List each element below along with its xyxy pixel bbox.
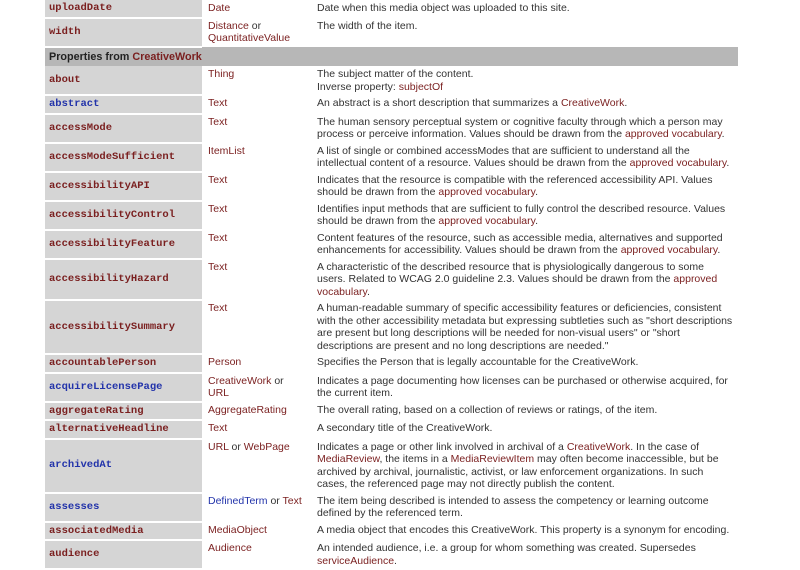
expected-type-cell [202,259,309,301]
property-name-cell [45,540,202,569]
description-text: . [726,157,730,169]
expected-type-cell [202,402,309,421]
description-text: A secondary title of the CreativeWork. [317,422,493,434]
property-name-link[interactable]: accountablePerson [49,357,157,369]
description-text: An intended audience, i.e. a group for whom something was created. Supersedes [317,542,696,554]
description-cell [309,354,738,373]
property-row [45,354,738,373]
description-link[interactable]: serviceAudience [317,554,395,567]
property-name-cell [45,0,202,18]
description-text: A human-readable summary of specific accessibility features or deficiencies, consistent with the other accessibility metadata but expressing subtleties such as "short descriptions are present but long descriptions will be needed for non-visual users" or "short descriptions are present and no long descriptions are needed." [317,302,733,352]
expected-type-cell [202,373,309,402]
description-text: Indicates a page or other link involved in archival of a [317,440,567,453]
property-name-link[interactable]: accessibilityControl [49,208,176,221]
expected-type-link[interactable]: Text [208,173,228,186]
expected-type-link[interactable]: Text [208,231,228,244]
property-name-link[interactable]: accessibilityHazard [49,273,169,285]
description-text: The overall rating, based on a collection of reviews or ratings, of the item. [317,403,658,416]
description-text: The width of the item. [317,19,418,32]
description-text: . In the case of [630,440,700,453]
property-row [45,201,738,230]
expected-type-cell [202,66,309,95]
property-row [45,300,738,354]
property-name-cell [45,373,202,402]
expected-type-link[interactable]: Text [208,260,228,273]
property-name-cell [45,439,202,493]
property-row [45,259,738,301]
property-name-cell [45,300,202,354]
property-name-link[interactable]: assesses [49,500,100,513]
properties-table-container [45,0,738,570]
property-row [45,420,738,439]
description-text: A media object that encodes this CreativeWork. This property is a synonym for encoding. [317,523,730,536]
description-cell [309,143,738,172]
section-class-link[interactable]: CreativeWork [132,50,202,63]
description-text: An abstract is a short description that summarizes a [317,97,561,109]
property-row [45,439,738,493]
description-text: may often become inaccessible, but be archived by archival, journalistic, activist, or law enforcement organizations. In such cases, the referenced page may not directly publish the content. [317,453,719,490]
description-cell [309,0,738,18]
expected-type-cell [202,172,309,201]
property-name-link[interactable]: acquireLicensePage [49,380,163,393]
description-cell [309,230,738,259]
property-name-cell [45,402,202,421]
expected-type-link[interactable]: Thing [208,68,235,80]
expected-type-link[interactable]: AggregateRating [208,403,287,416]
property-name-link[interactable]: archivedAt [49,459,113,472]
property-name-cell [45,354,202,373]
description-text: Indicates that the resource is compatible with the referenced accessibility API. Values should be drawn from the [317,173,713,198]
description-text: Date when this media object was uploaded to this site. [317,2,570,14]
expected-type-cell [202,354,309,373]
expected-type-link[interactable]: Person [208,356,242,368]
description-text: . [535,215,539,227]
description-link[interactable]: approved vocabulary [438,186,536,198]
description-link[interactable]: approved vocabulary [624,128,722,140]
expected-type-cell [202,18,309,47]
description-cell [309,114,738,143]
description-cell [309,402,738,421]
property-name-cell [45,420,202,439]
description-link[interactable]: MediaReview [317,453,380,465]
property-name-link[interactable]: about [49,73,81,86]
section-prefix: Properties from [49,50,133,63]
expected-type-link[interactable]: Distance [208,19,249,32]
type-separator: or [248,19,262,32]
section-header [45,47,738,67]
property-name-link[interactable]: accessModeSufficient [49,150,176,163]
description-text: The human sensory perceptual system or cognitive faculty through which a person may process or perceive information. Values should be drawn from the [317,115,723,140]
property-name-cell [45,230,202,259]
description-text: . [535,186,539,198]
expected-type-cell [202,201,309,230]
property-name-cell [45,66,202,95]
expected-type-cell [202,493,309,522]
description-text: A characteristic of the described resource that is physiologically dangerous to some users. Related to WCAG 2.0 guideline 2.3. Values should be drawn from the [317,260,704,285]
expected-type-cell [202,522,309,541]
property-name-link[interactable]: audience [49,548,100,561]
property-name-link[interactable]: width [49,25,81,38]
description-link[interactable]: approved vocabulary [438,215,536,227]
expected-type-link[interactable]: Text [208,115,228,128]
expected-type-cell [202,420,309,439]
property-name-link[interactable]: associatedMedia [49,524,144,537]
expected-type-cell [202,540,309,569]
expected-type-link[interactable]: WebPage [243,440,290,453]
description-text: The item being described is intended to assess the competency or learning outcome defined by the referenced term. [317,494,709,519]
property-name-link[interactable]: accessMode [49,121,113,134]
expected-type-link[interactable]: Audience [208,542,252,554]
description-link[interactable]: approved vocabulary [629,157,727,169]
description-text: . [394,554,397,567]
description-cell [309,522,738,541]
expected-type-link[interactable]: QuantitativeValue [208,32,291,44]
expected-type-link[interactable]: CreativeWork [208,374,272,387]
expected-type-link[interactable]: URL [208,387,230,399]
property-row [45,143,738,172]
description-cell [309,420,738,439]
expected-type-link[interactable]: Text [208,202,228,215]
description-link[interactable]: approved vocabulary [317,273,718,298]
type-separator: or [267,494,283,507]
property-name-cell [45,493,202,522]
expected-type-link[interactable]: Date [208,2,231,14]
property-name-cell [45,522,202,541]
property-name-cell [45,18,202,47]
description-text: Specifies the Person that is legally accountable for the CreativeWork. [317,356,639,368]
description-text: Inverse property: [317,80,399,93]
description-cell [309,439,738,493]
property-row [45,0,738,18]
expected-type-link[interactable]: Text [208,302,228,314]
expected-type-link[interactable]: Text [282,494,302,507]
properties-table [45,0,738,570]
property-name-cell [45,143,202,172]
property-name-link[interactable]: aggregateRating [49,404,144,417]
property-row [45,95,738,114]
expected-type-link[interactable]: Text [208,422,228,434]
description-link[interactable]: CreativeWork [566,440,631,453]
expected-type-link[interactable]: Text [208,97,228,109]
description-text: Content features of the resource, such as accessible media, alternatives and supported enhancements for accessibility. Values should be drawn from the [317,231,723,256]
property-name-link[interactable]: abstract [49,98,100,110]
description-cell [309,493,738,522]
description-cell [309,540,738,569]
expected-type-cell [202,0,309,18]
description-link[interactable]: approved vocabulary [620,244,718,256]
section-header-row [45,47,738,67]
expected-type-cell [202,439,309,493]
expected-type-link[interactable]: DefinedTerm [208,494,268,507]
property-name-cell [45,95,202,114]
expected-type-link[interactable]: ItemList [208,144,245,157]
description-text: . [717,244,721,256]
description-link[interactable]: subjectOf [398,80,444,93]
property-row [45,402,738,421]
description-text: . [367,285,370,298]
property-row [45,66,738,95]
expected-type-link[interactable]: MediaObject [208,523,267,536]
description-link[interactable]: MediaReviewItem [450,453,535,465]
property-row [45,540,738,569]
property-name-cell [45,114,202,143]
description-link[interactable]: CreativeWork [560,97,625,109]
property-name-cell [45,201,202,230]
property-row [45,493,738,522]
description-text: Indicates a page documenting how licenses can be purchased or otherwise acquired, for the current item. [317,374,728,399]
property-row [45,230,738,259]
property-row [45,18,738,47]
description-text: . [721,128,725,140]
description-text: . [624,97,628,109]
property-name-link[interactable]: alternativeHeadline [49,423,169,435]
expected-type-link[interactable]: URL [208,440,229,453]
description-text: A list of single or combined accessModes that are sufficient to understand all the intellectual content of a resource. Values should be drawn from the [317,144,690,169]
type-separator: or [271,374,284,387]
property-row [45,373,738,402]
expected-type-cell [202,300,309,354]
description-cell [309,95,738,114]
description-text: , the items in a [379,453,451,465]
description-cell [309,201,738,230]
description-cell [309,18,738,47]
type-separator: or [228,440,244,453]
description-cell [309,66,738,95]
description-cell [309,300,738,354]
expected-type-cell [202,114,309,143]
property-name-link[interactable]: accessibilityFeature [49,237,176,250]
property-row [45,172,738,201]
description-text: Identifies input methods that are sufficient to fully control the described resource. Values should be drawn from the [317,202,726,227]
property-name-link[interactable]: uploadDate [49,2,113,14]
property-name-cell [45,172,202,201]
description-cell [309,259,738,301]
property-name-cell [45,259,202,301]
description-cell [309,172,738,201]
expected-type-cell [202,230,309,259]
expected-type-cell [202,143,309,172]
property-row [45,114,738,143]
description-text: The subject matter of the content. [317,68,474,80]
expected-type-cell [202,95,309,114]
property-row [45,522,738,541]
property-name-link[interactable]: accessibilityAPI [49,179,150,192]
property-name-link[interactable]: accessibilitySummary [49,320,176,333]
description-cell [309,373,738,402]
